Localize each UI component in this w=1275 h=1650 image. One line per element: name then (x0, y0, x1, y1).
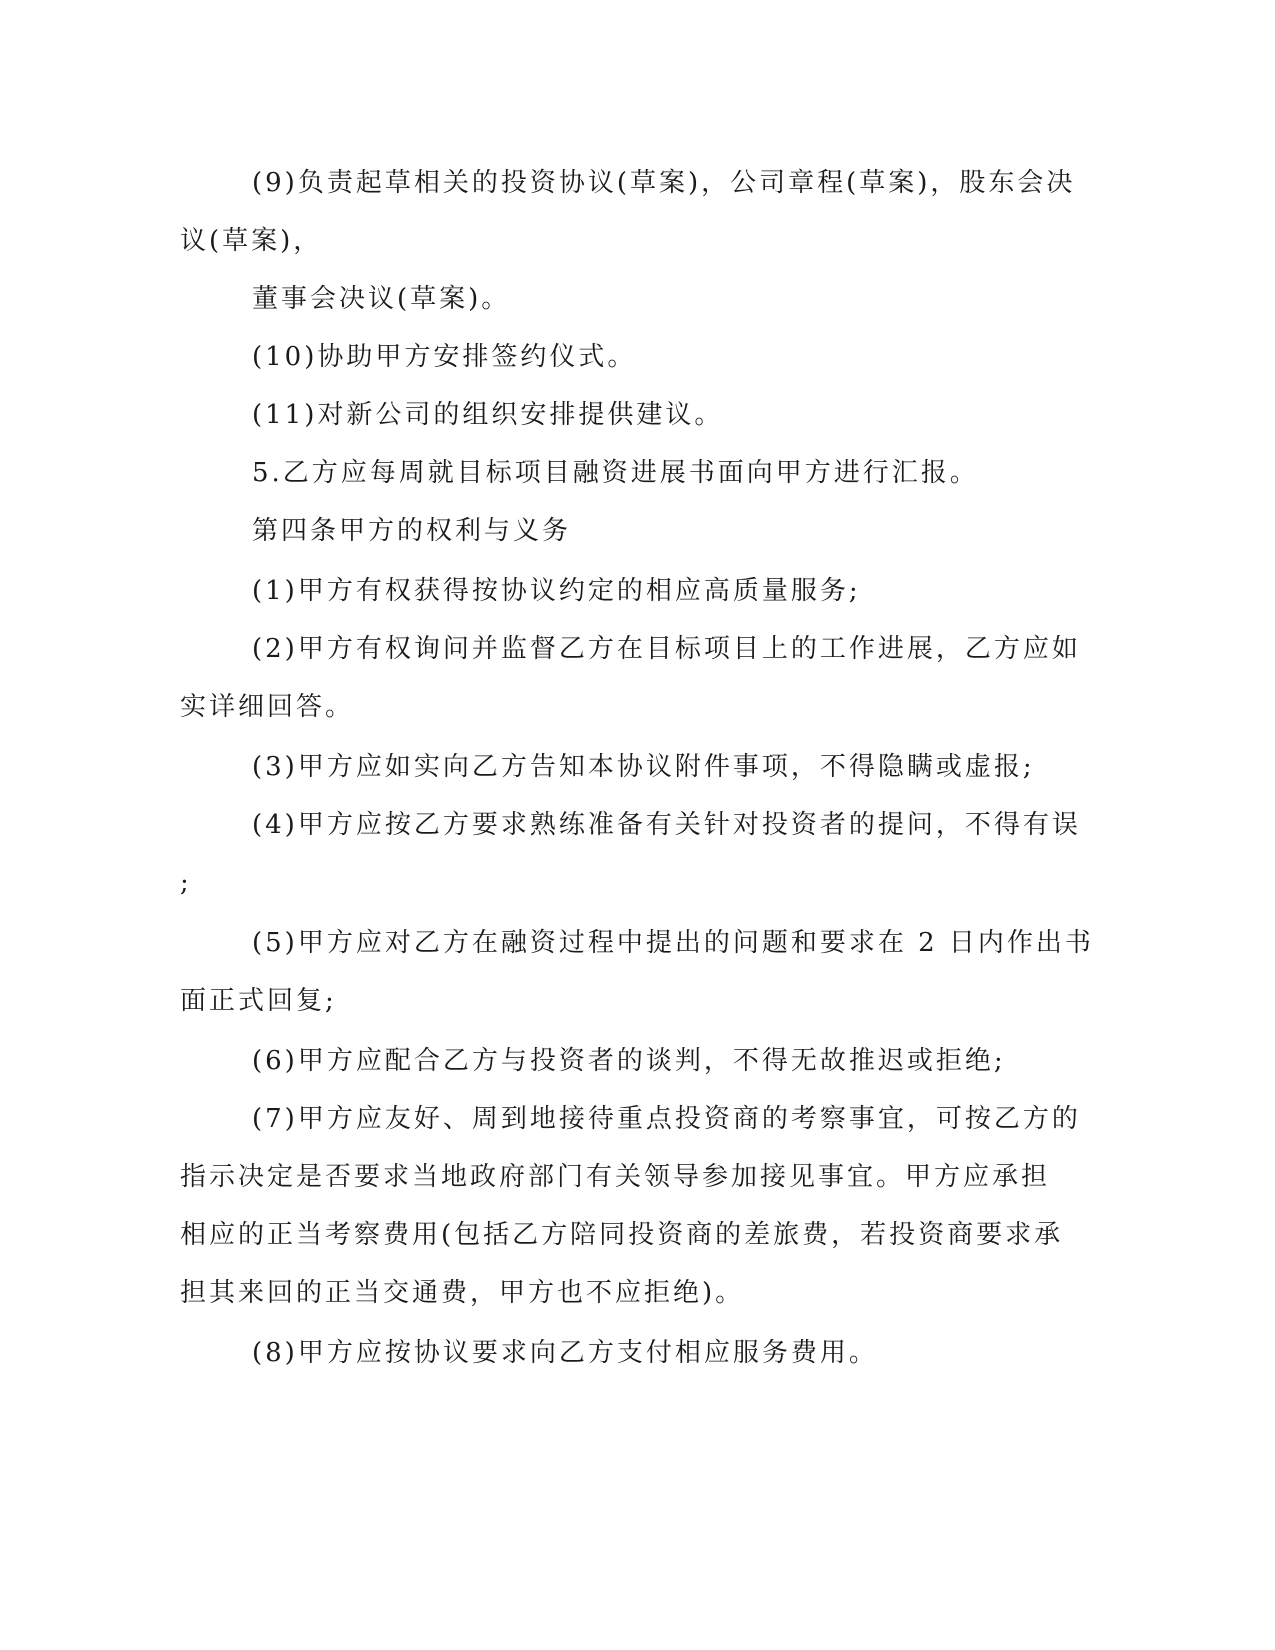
party-a-clause-7-line-3: 相应的正当考察费用(包括乙方陪同投资商的差旅费，若投资商要求承 (180, 1220, 1064, 1250)
party-a-clause-3: (3)甲方应如实向乙方告知本协议附件事项，不得隐瞒或虚报; (252, 752, 1035, 782)
party-a-clause-4-line-2: ; (180, 868, 192, 898)
clause-10: (10)协助甲方安排签约仪式。 (252, 342, 637, 372)
party-a-clause-5-line-2: 面正式回复; (180, 986, 337, 1016)
item-5: 5.乙方应每周就目标项目融资进展书面向甲方进行汇报。 (252, 458, 979, 488)
party-a-clause-7-line-2: 指示决定是否要求当地政府部门有关领导参加接见事宜。甲方应承担 (180, 1162, 1051, 1192)
article-4-heading: 第四条甲方的权利与义务 (252, 516, 572, 546)
clause-11: (11)对新公司的组织安排提供建议。 (252, 400, 724, 430)
party-a-clause-7-line-4: 担其来回的正当交通费，甲方也不应拒绝)。 (180, 1278, 745, 1308)
party-a-clause-2-line-1: (2)甲方有权询问并监督乙方在目标项目上的工作进展，乙方应如 (252, 634, 1081, 664)
party-a-clause-5-line-1: (5)甲方应对乙方在融资过程中提出的问题和要求在 2 日内作出书 (252, 928, 1094, 958)
party-a-clause-1: (1)甲方有权获得按协议约定的相应高质量服务; (252, 576, 861, 606)
party-a-clause-2-line-2: 实详细回答。 (180, 692, 355, 722)
party-a-clause-6: (6)甲方应配合乙方与投资者的谈判，不得无故推迟或拒绝; (252, 1046, 1006, 1076)
party-a-clause-7-line-1: (7)甲方应友好、周到地接待重点投资商的考察事宜，可按乙方的 (252, 1104, 1081, 1134)
clause-9-line-1: (9)负责起草相关的投资协议(草案)，公司章程(草案)，股东会决 (252, 168, 1076, 198)
clause-9-line-3: 董事会决议(草案)。 (252, 284, 511, 314)
clause-9-line-2: 议(草案)， (180, 226, 323, 256)
party-a-clause-4-line-1: (4)甲方应按乙方要求熟练准备有关针对投资者的提问，不得有误 (252, 810, 1081, 840)
party-a-clause-8: (8)甲方应按协议要求向乙方支付相应服务费用。 (252, 1338, 878, 1368)
